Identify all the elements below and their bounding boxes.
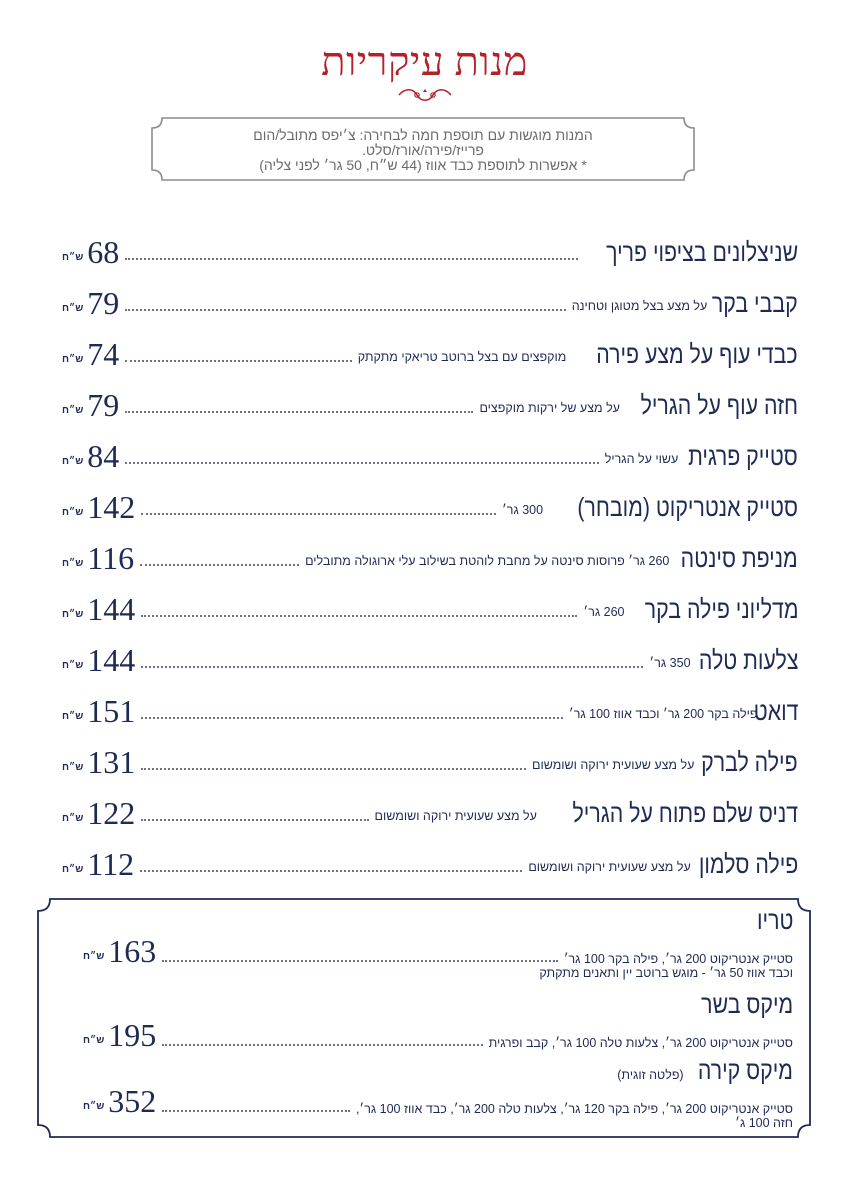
dish-row <box>62 828 798 882</box>
dish-price: 142 <box>87 489 136 525</box>
dish-description: על מצע שעועית ירוקה ושומשום <box>374 809 537 823</box>
currency-label: ש״ח <box>62 405 84 416</box>
combo-description-cont: וכבד אווז 50 גר׳ - מוגש ברוטב יין ותאנים מתקתק <box>539 966 793 980</box>
combo-item <box>83 1055 793 1130</box>
combo-name: מיקס קירה <box>697 1055 793 1085</box>
dish-row <box>62 624 798 678</box>
dot-leader <box>141 615 577 617</box>
dot-leader <box>141 513 496 515</box>
currency-label: ש״ח <box>62 507 84 518</box>
combo-description: סטייק אנטריקוט 200 גר׳, פילה בקר 120 גר׳, צלעות טלה 200 גר׳, כבד אווז 100 גר׳, <box>355 1102 793 1116</box>
combo-description: סטייק אנטריקוט 200 גר׳, צלעות טלה 100 גר׳, קבב ופרגית <box>488 1036 793 1050</box>
note-line: * אפשרות לתוספת כבד אווז (44 ש״ח, 50 גר׳ לפני צליה) <box>259 157 587 173</box>
combo-name: מיקס בשר <box>701 989 793 1019</box>
dish-description: 260 גר׳ <box>583 605 625 619</box>
currency-label: ש״ח <box>62 660 84 671</box>
dot-leader <box>125 360 351 362</box>
dot-leader <box>125 309 565 311</box>
dish-name: חזה עוף על הגריל <box>640 390 798 420</box>
currency-label: ש״ח <box>62 813 84 824</box>
note-line: פרייז/פירה/אורז/סלט. <box>362 142 484 158</box>
combo-line <box>83 1083 793 1119</box>
dot-leader <box>141 717 563 719</box>
currency-label: ש״ח <box>62 303 84 314</box>
dish-price: 84 <box>87 438 120 474</box>
combo-header <box>83 905 793 936</box>
dish-name: סטייק פרגית <box>688 441 798 471</box>
currency-label: ש״ח <box>62 762 84 773</box>
dot-leader <box>125 462 598 464</box>
dish-row <box>62 216 798 270</box>
dish-row <box>62 369 798 423</box>
dish-price: 74 <box>87 336 120 372</box>
dot-leader <box>140 564 299 566</box>
dot-leader <box>162 1044 482 1046</box>
combo-header <box>83 1055 793 1086</box>
combo-item <box>83 905 793 980</box>
dish-price: 116 <box>87 540 135 576</box>
dish-description: 260 גר׳ פרוסות סינטה על מחבת לוהטת בשילוב עלי ארוגולה מתובלים <box>305 554 670 568</box>
page-title: מנות עיקריות <box>321 39 528 84</box>
dot-leader <box>141 768 526 770</box>
dish-description: פילה בקר 200 גר׳ וכבד אווז 100 גר׳ <box>568 707 758 721</box>
currency-label: ש״ח <box>62 456 84 467</box>
currency-label: ש״ח <box>83 951 105 962</box>
dish-name: מניפת סינטה <box>681 543 798 573</box>
dish-price: 131 <box>87 744 136 780</box>
dish-description: 300 גר׳ <box>501 503 544 517</box>
dish-row <box>62 471 798 525</box>
currency-label: ש״ח <box>62 558 84 569</box>
dish-description: עשוי על הגריל <box>604 452 679 466</box>
dish-list <box>62 216 798 882</box>
combo-description: סטייק אנטריקוט 200 גר׳, פילה בקר 100 גר׳ <box>563 952 793 966</box>
combo-header <box>83 989 793 1020</box>
currency-label: ש״ח <box>62 609 84 620</box>
dish-row <box>62 267 798 321</box>
dot-leader <box>141 666 643 668</box>
dish-name: דואט <box>753 696 798 726</box>
dot-leader <box>140 870 522 872</box>
dish-row <box>62 573 798 627</box>
currency-label: ש״ח <box>62 354 84 365</box>
combo-price: 195 <box>108 1017 157 1053</box>
combo-price: 163 <box>108 933 157 969</box>
dish-description: 350 גר׳ <box>649 656 691 670</box>
dish-description: על מצע שעועית ירוקה ושומשום <box>531 758 695 772</box>
dish-price: 151 <box>87 693 136 729</box>
currency-label: ש״ח <box>62 252 84 263</box>
dish-price: 79 <box>87 285 120 321</box>
dot-leader <box>125 411 473 413</box>
dish-row <box>62 777 798 831</box>
dish-name: קבבי בקר <box>712 288 798 318</box>
dish-description: על מצע של ירקות מוקפצים <box>479 401 620 415</box>
combo-price: 352 <box>108 1083 157 1119</box>
dot-leader <box>162 960 557 962</box>
dish-name: סטייק אנטריקוט (מובחר) <box>577 492 798 522</box>
dot-leader <box>162 1110 350 1112</box>
note-line: המנות מוגשות עם תוספת חמה לבחירה: צ׳יפס מתובל/הום <box>253 127 593 143</box>
dish-price: 68 <box>87 234 120 270</box>
currency-label: ש״ח <box>62 711 84 722</box>
dish-name: דניס שלם פתוח על הגריל <box>572 798 798 828</box>
dish-name: שניצלונים בציפוי פריך <box>605 237 798 267</box>
dish-price: 144 <box>87 642 136 678</box>
dish-row <box>62 420 798 474</box>
dish-name: פילה לברק <box>701 747 798 777</box>
dish-row <box>62 318 798 372</box>
combo-item <box>83 989 793 1053</box>
dot-leader <box>125 258 578 260</box>
combo-tag: (פלטה זוגית) <box>617 1068 688 1082</box>
dish-name: פילה סלמון <box>698 849 798 879</box>
ornament-swirl-icon <box>395 86 455 104</box>
dish-row <box>62 726 798 780</box>
dish-price: 112 <box>87 846 135 882</box>
dish-description: מוקפצים עם בצל ברוטב טריאקי מתקתק <box>357 350 567 364</box>
dish-description: על מצע בצל מטוגן וטחינה <box>571 299 708 313</box>
dish-name: מדליוני פילה בקר <box>644 594 798 624</box>
combo-name: טריו <box>756 905 793 935</box>
dish-price: 122 <box>87 795 136 831</box>
dish-description: על מצע שעועית ירוקה ושומשום <box>528 860 691 874</box>
dish-row <box>62 522 798 576</box>
combo-line <box>83 933 793 969</box>
currency-label: ש״ח <box>62 864 84 875</box>
dish-row <box>62 675 798 729</box>
dot-leader <box>141 819 368 821</box>
dish-name: צלעות טלה <box>698 645 798 675</box>
dish-price: 144 <box>87 591 136 627</box>
currency-label: ש״ח <box>83 1035 105 1046</box>
serving-notes <box>170 128 676 173</box>
dish-price: 79 <box>87 387 120 423</box>
combo-description-cont: חזה 100 ג׳ <box>735 1116 793 1130</box>
currency-label: ש״ח <box>83 1101 105 1112</box>
dish-name: כבדי עוף על מצע פירה <box>596 339 798 369</box>
combo-line <box>83 1017 793 1053</box>
